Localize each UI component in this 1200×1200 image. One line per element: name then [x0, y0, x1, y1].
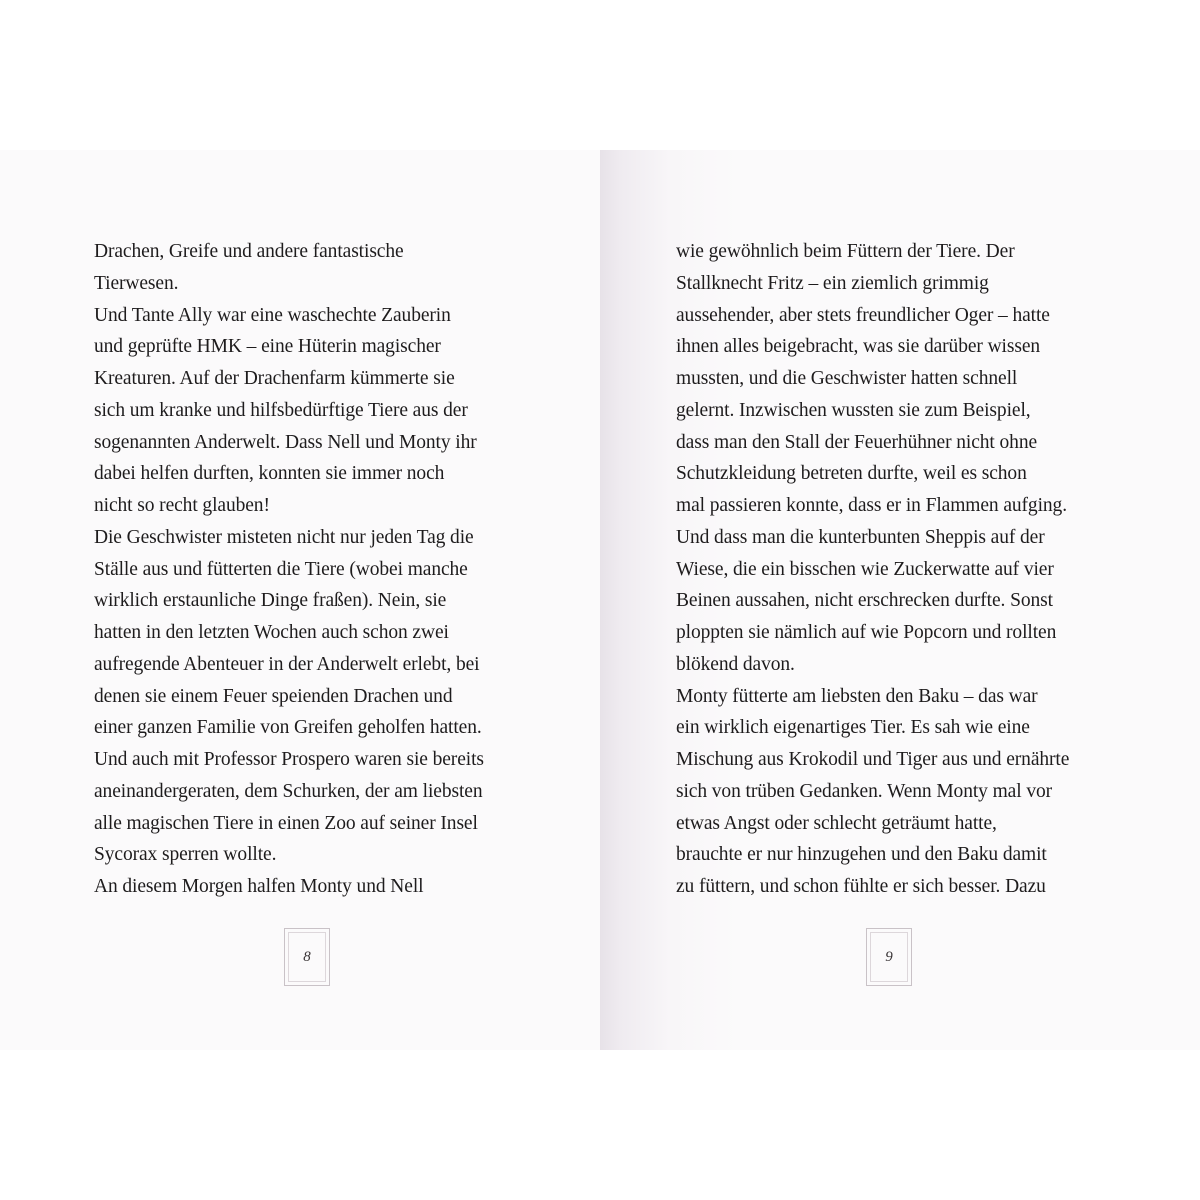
text-line: gelernt. Inzwischen wussten sie zum Beispiel,: [676, 399, 1031, 421]
left-page-number: 8: [284, 928, 330, 986]
text-line: ein wirklich eigenartiges Tier. Es sah wie eine: [676, 717, 1030, 739]
text-line: aneinandergeraten, dem Schurken, der am liebsten: [94, 780, 483, 802]
text-line: einer ganzen Familie von Greifen geholfen hatten.: [94, 717, 482, 739]
text-line: Und Tante Ally war eine waschechte Zauberin: [94, 304, 451, 326]
text-line: brauchte er nur hinzugehen und den Baku damit: [676, 844, 1047, 866]
right-page-number: 9: [866, 928, 912, 986]
text-line: blökend davon.: [676, 653, 795, 675]
text-line: mal passieren konnte, dass er in Flammen aufging.: [676, 495, 1067, 516]
right-page-text: [676, 236, 1069, 903]
right-page: [600, 150, 1200, 1050]
text-line: Tierwesen.: [94, 272, 179, 294]
text-line: Sycorax sperren wollte.: [94, 844, 277, 866]
text-line: und geprüfte HMK – eine Hüterin magischer: [94, 336, 441, 358]
text-line: sich um kranke und hilfsbedürftige Tiere aus der: [94, 399, 468, 421]
text-line: Kreaturen. Auf der Drachenfarm kümmerte sie: [94, 368, 455, 389]
text-line: denen sie einem Feuer speienden Drachen und: [94, 685, 453, 707]
text-line: ihnen alles beigebracht, was sie darüber wissen: [676, 336, 1041, 358]
text-line: Monty fütterte am liebsten den Baku – das war: [676, 685, 1038, 707]
text-line: aussehender, aber stets freundlicher Oger – hatte: [676, 304, 1050, 326]
text-line: nicht so recht glauben!: [94, 495, 270, 516]
text-line: Und auch mit Professor Prospero waren sie bereits: [94, 749, 484, 770]
text-line: mussten, und die Geschwister hatten schnell: [676, 368, 1018, 389]
text-line: wie gewöhnlich beim Füttern der Tiere. Der: [676, 241, 1015, 262]
text-line: ploppten sie nämlich auf wie Popcorn und rollten: [676, 622, 1057, 643]
text-line: Schutzkleidung betreten durfte, weil es schon: [676, 463, 1027, 485]
text-line: aufregende Abenteuer in der Anderwelt erlebt, bei: [94, 653, 480, 675]
text-line: wirklich erstaunliche Dinge fraßen). Nein, sie: [94, 590, 447, 612]
text-line: dass man den Stall der Feuerhühner nicht ohne: [676, 431, 1038, 453]
left-page: [0, 150, 600, 1050]
text-line: Beinen aussahen, nicht erschrecken durfte. Sonst: [676, 590, 1053, 612]
text-line: sogenannten Anderwelt. Dass Nell und Monty ihr: [94, 431, 477, 453]
text-line: Ställe aus und fütterten die Tiere (wobei manche: [94, 558, 468, 580]
text-line: Die Geschwister misteten nicht nur jeden Tag die: [94, 526, 474, 548]
text-line: Mischung aus Krokodil und Tiger aus und ernährte: [676, 749, 1070, 770]
text-line: Drachen, Greife und andere fantastische: [94, 241, 404, 262]
left-page-text: [94, 236, 484, 903]
text-line: zu füttern, und schon fühlte er sich besser. Dazu: [676, 876, 1046, 897]
text-line: An diesem Morgen halfen Monty und Nell: [94, 876, 424, 897]
text-line: etwas Angst oder schlecht geträumt hatte,: [676, 812, 997, 834]
text-line: Und dass man die kunterbunten Sheppis auf der: [676, 526, 1045, 548]
text-line: alle magischen Tiere in einen Zoo auf seiner Insel: [94, 812, 478, 834]
text-line: Stallknecht Fritz – ein ziemlich grimmig: [676, 272, 989, 294]
text-line: Wiese, die ein bisschen wie Zuckerwatte auf vier: [676, 558, 1054, 580]
text-line: sich von trüben Gedanken. Wenn Monty mal vor: [676, 780, 1053, 802]
text-line: hatten in den letzten Wochen auch schon zwei: [94, 622, 449, 643]
book-spread: [0, 150, 1200, 1050]
text-line: dabei helfen durften, konnten sie immer noch: [94, 463, 445, 485]
